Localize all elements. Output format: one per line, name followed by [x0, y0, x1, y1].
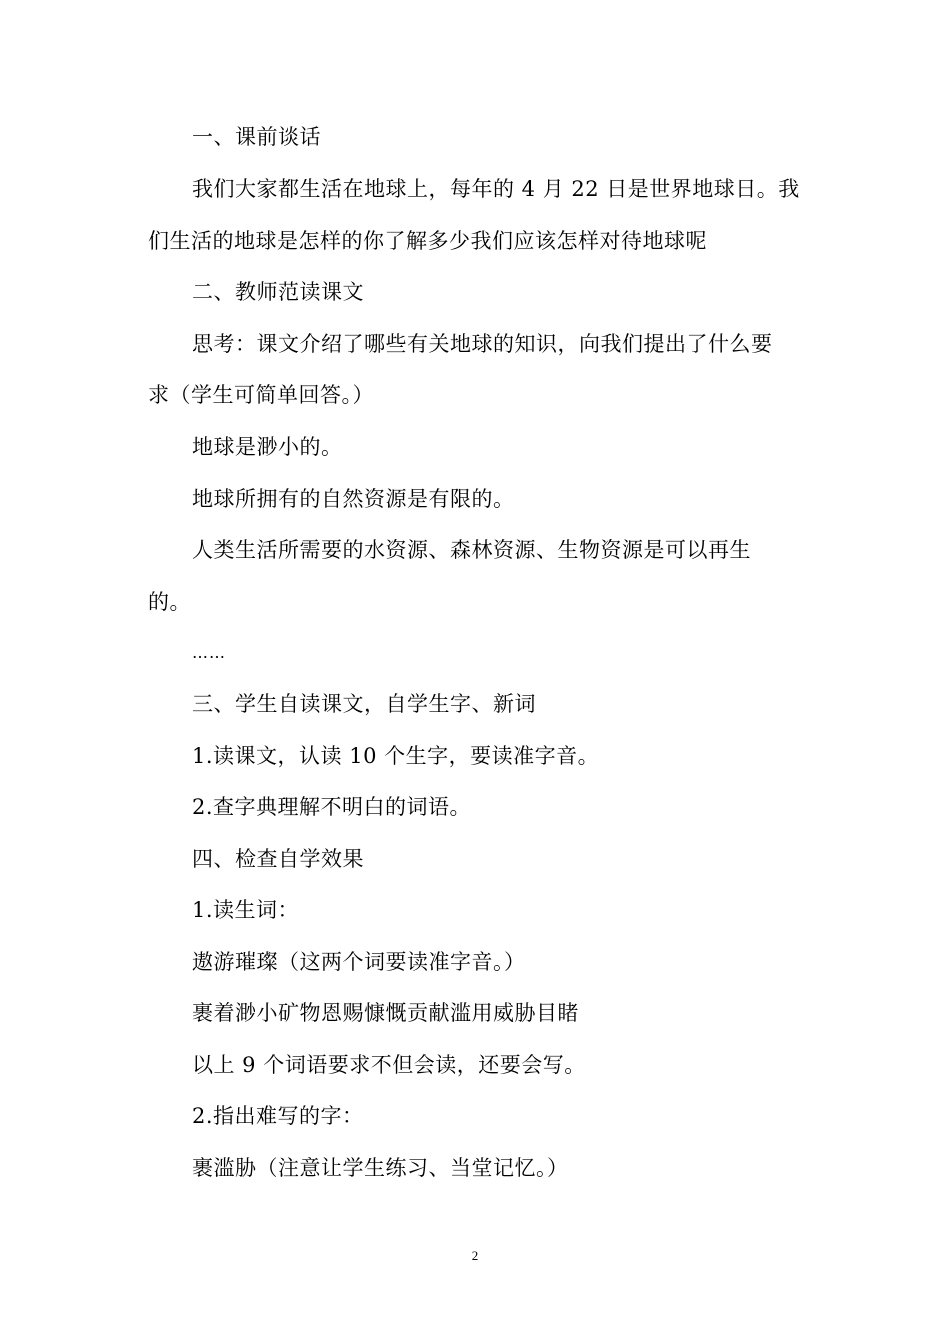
list-item: 1.读课文，认读 10 个生字，要读准字音。	[192, 744, 600, 768]
list-item: 1.读生词：	[192, 898, 300, 922]
paragraph-line: 的。	[148, 590, 191, 614]
paragraph-line: 人类生活所需要的水资源、森林资源、生物资源是可以再生	[192, 538, 751, 562]
section-heading-2: 二、教师范读课文	[192, 280, 364, 304]
paragraph-line: 我们大家都生活在地球上，每年的 4 月 22 日是世界地球日。我	[192, 177, 800, 201]
list-item: 2.查字典理解不明白的词语。	[192, 795, 472, 819]
paragraph-line: 裹着渺小矿物恩赐慷慨贡献滥用威胁目睹	[192, 1001, 579, 1025]
paragraph-line: 以上 9 个词语要求不但会读，还要会写。	[192, 1053, 586, 1077]
list-item: 2.指出难写的字：	[192, 1104, 364, 1128]
paragraph-line: 求（学生可简单回答。）	[148, 383, 374, 407]
section-heading-4: 四、检查自学效果	[192, 847, 364, 871]
page-number: 2	[471, 1248, 479, 1263]
paragraph-line: 思考：课文介绍了哪些有关地球的知识，向我们提出了什么要	[192, 332, 773, 356]
paragraph-line: 地球是渺小的。	[192, 435, 343, 459]
section-heading-3: 三、学生自读课文，自学生字、新词	[192, 692, 536, 716]
paragraph-line: 地球所拥有的自然资源是有限的。	[192, 487, 515, 511]
section-heading-1: 一、课前谈话	[192, 125, 321, 149]
ellipsis: ……	[192, 643, 226, 662]
paragraph-line: 遨游璀璨（这两个词要读准字音。）	[192, 950, 526, 974]
paragraph-line: 们生活的地球是怎样的你了解多少我们应该怎样对待地球呢	[148, 229, 707, 253]
paragraph-line: 裹滥胁（注意让学生练习、当堂记忆。）	[192, 1156, 569, 1180]
